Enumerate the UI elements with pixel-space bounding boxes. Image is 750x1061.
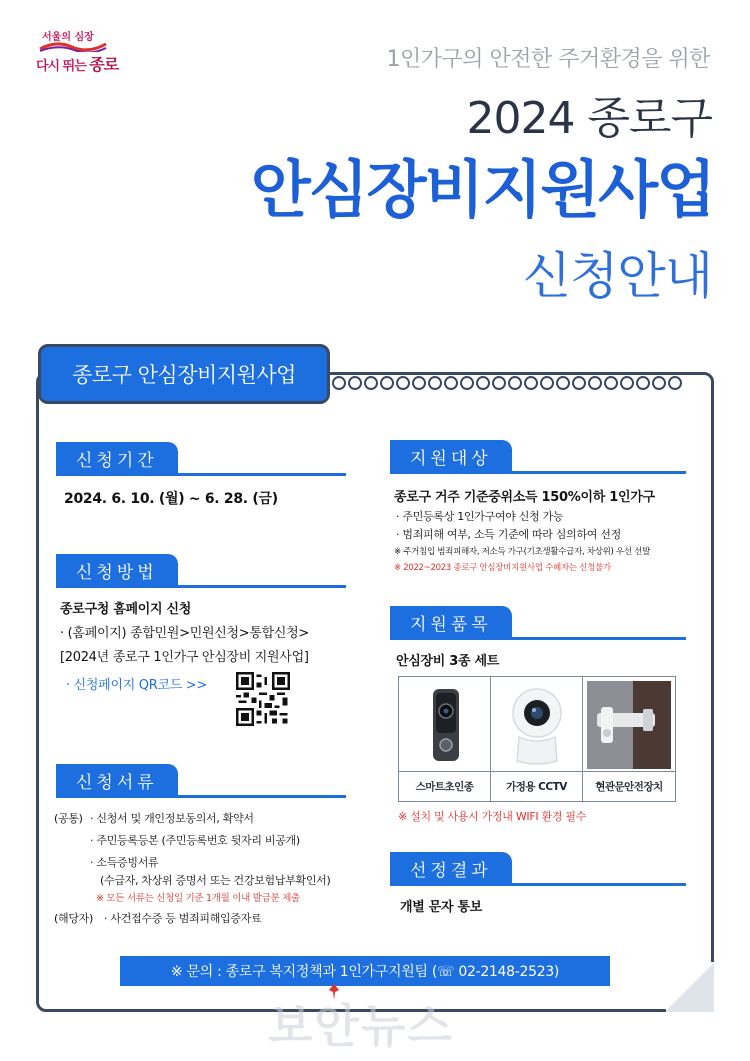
qr-link-label[interactable]: · 신청페이지 QR코드 >> — [66, 678, 207, 693]
card-tab-title: 종로구 안심장비지원사업 — [38, 344, 330, 404]
qr-code-icon[interactable] — [236, 672, 290, 726]
binder-ring — [636, 376, 650, 390]
result-underline — [390, 883, 686, 886]
period-dates: 2024. 6. 10. (월) ~ 6. 28. (금) — [64, 491, 278, 507]
binder-ring — [444, 376, 458, 390]
method-section-header — [56, 554, 346, 586]
documents-common2: · 주민등록등본 (주민등록번호 뒷자리 비공개) — [90, 834, 300, 847]
binder-ring — [652, 376, 666, 390]
items-section-header — [390, 606, 686, 638]
product-home-cctv — [491, 677, 583, 801]
binder-ring — [492, 376, 506, 390]
logo-wave-icon — [38, 40, 108, 52]
logo-slogan-prefix: 다시 뛰는 — [36, 59, 86, 74]
documents-underline — [56, 795, 346, 798]
main-title: 안심장비지원사업 — [250, 153, 714, 226]
documents-relevant1: · 사건접수증 등 범죄피해입증자료 — [104, 912, 262, 925]
target-section-header — [390, 440, 686, 472]
target-underline — [390, 471, 686, 474]
product-table — [398, 676, 676, 802]
period-underline — [56, 473, 346, 476]
binder-ring — [396, 376, 410, 390]
period-section-header — [56, 442, 346, 474]
period-heading: 신청기간 — [56, 442, 178, 474]
contact-bar: ※ 문의 : 종로구 복지정책과 1인가구지원팀 (☏ 02-2148-2523) — [120, 956, 610, 986]
target-note1: ※ 주거침입 범죄피해자, 저소득 가구(기초생활수급자, 차상위) 우선 선발 — [394, 547, 650, 557]
documents-relevant-label: (해당자) — [54, 912, 93, 925]
binder-ring — [428, 376, 442, 390]
binder-ring — [332, 376, 346, 390]
binder-ring — [412, 376, 426, 390]
target-line3: · 범죄피해 여부, 소득 기준에 따라 심의하여 선정 — [396, 528, 621, 541]
documents-common-label: (공통) — [54, 812, 83, 825]
binder-ring — [540, 376, 554, 390]
binder-ring — [668, 376, 682, 390]
method-line3: [2024년 종로구 1인가구 안심장비 지원사업] — [60, 650, 309, 665]
documents-common3-detail: (수급자, 차상위 증명서 또는 건강보험납부확인서) — [100, 874, 331, 887]
method-line2: · (홈페이지) 종합민원>민원신청>통합신청> — [60, 626, 309, 641]
target-line1: 종로구 거주 기준중위소득 150%이하 1인가구 — [394, 490, 655, 505]
subtitle: 1인가구의 안전한 주거환경을 위한 — [386, 47, 710, 72]
items-underline — [390, 637, 686, 640]
guide-title: 신청안내 — [522, 247, 712, 305]
binder-ring — [572, 376, 586, 390]
documents-common1: · 신청서 및 개인정보동의서, 확약서 — [90, 812, 254, 825]
target-heading: 지원대상 — [390, 440, 512, 472]
product-name: 현관문안전장치 — [583, 771, 675, 801]
page-curl — [666, 962, 714, 1012]
binder-ring — [588, 376, 602, 390]
binder-ring — [604, 376, 618, 390]
binder-ring — [460, 376, 474, 390]
items-heading: 지원품목 — [390, 606, 512, 638]
binder-ring — [348, 376, 362, 390]
door-safety-lock-icon — [587, 681, 671, 769]
result-section-header — [390, 852, 686, 884]
year-title: 2024 종로구 — [466, 93, 712, 144]
method-underline — [56, 585, 346, 588]
jongno-logo — [36, 28, 126, 74]
binder-ring — [380, 376, 394, 390]
result-heading: 선정결과 — [390, 852, 512, 884]
product-door-safety-lock — [583, 677, 675, 801]
product-smart-doorbell — [399, 677, 491, 801]
binder-ring — [556, 376, 570, 390]
documents-common3: · 소득증빙서류 — [90, 856, 159, 869]
target-note2: ※ 2022~2023 종로구 안심장비지원사업 수혜자는 신청불가 — [394, 563, 611, 573]
method-line1: 종로구청 홈페이지 신청 — [60, 602, 192, 617]
items-set-label: 안심장비 3종 세트 — [396, 654, 500, 669]
binder-ring — [508, 376, 522, 390]
target-line2: · 주민등록상 1인가구여야 신청 가능 — [396, 510, 564, 523]
binder-ring — [524, 376, 538, 390]
home-cctv-icon — [495, 681, 579, 769]
product-name: 스마트초인종 — [399, 771, 490, 801]
logo-slogan-name: 종로 — [89, 55, 119, 74]
result-text: 개별 문자 통보 — [400, 900, 482, 915]
binder-ring — [364, 376, 378, 390]
binder-ring — [620, 376, 634, 390]
documents-note: ※ 모든 서류는 신청일 기준 1개월 이내 발급분 제출 — [96, 893, 300, 904]
smart-doorbell-icon — [403, 681, 487, 769]
logo-slogan-bottom — [36, 52, 118, 75]
logo-slogan-top: 서울의 심장 — [42, 32, 94, 43]
method-heading: 신청방법 — [56, 554, 178, 586]
binder-rings — [332, 376, 682, 390]
binder-ring — [476, 376, 490, 390]
watermark: 보안뉴스 — [268, 999, 454, 1053]
product-name: 가정용 CCTV — [491, 771, 582, 801]
documents-heading: 신청서류 — [56, 764, 178, 796]
documents-section-header — [56, 764, 346, 796]
wifi-note: ※ 설치 및 사용시 가정내 WIFI 환경 필수 — [398, 810, 587, 823]
